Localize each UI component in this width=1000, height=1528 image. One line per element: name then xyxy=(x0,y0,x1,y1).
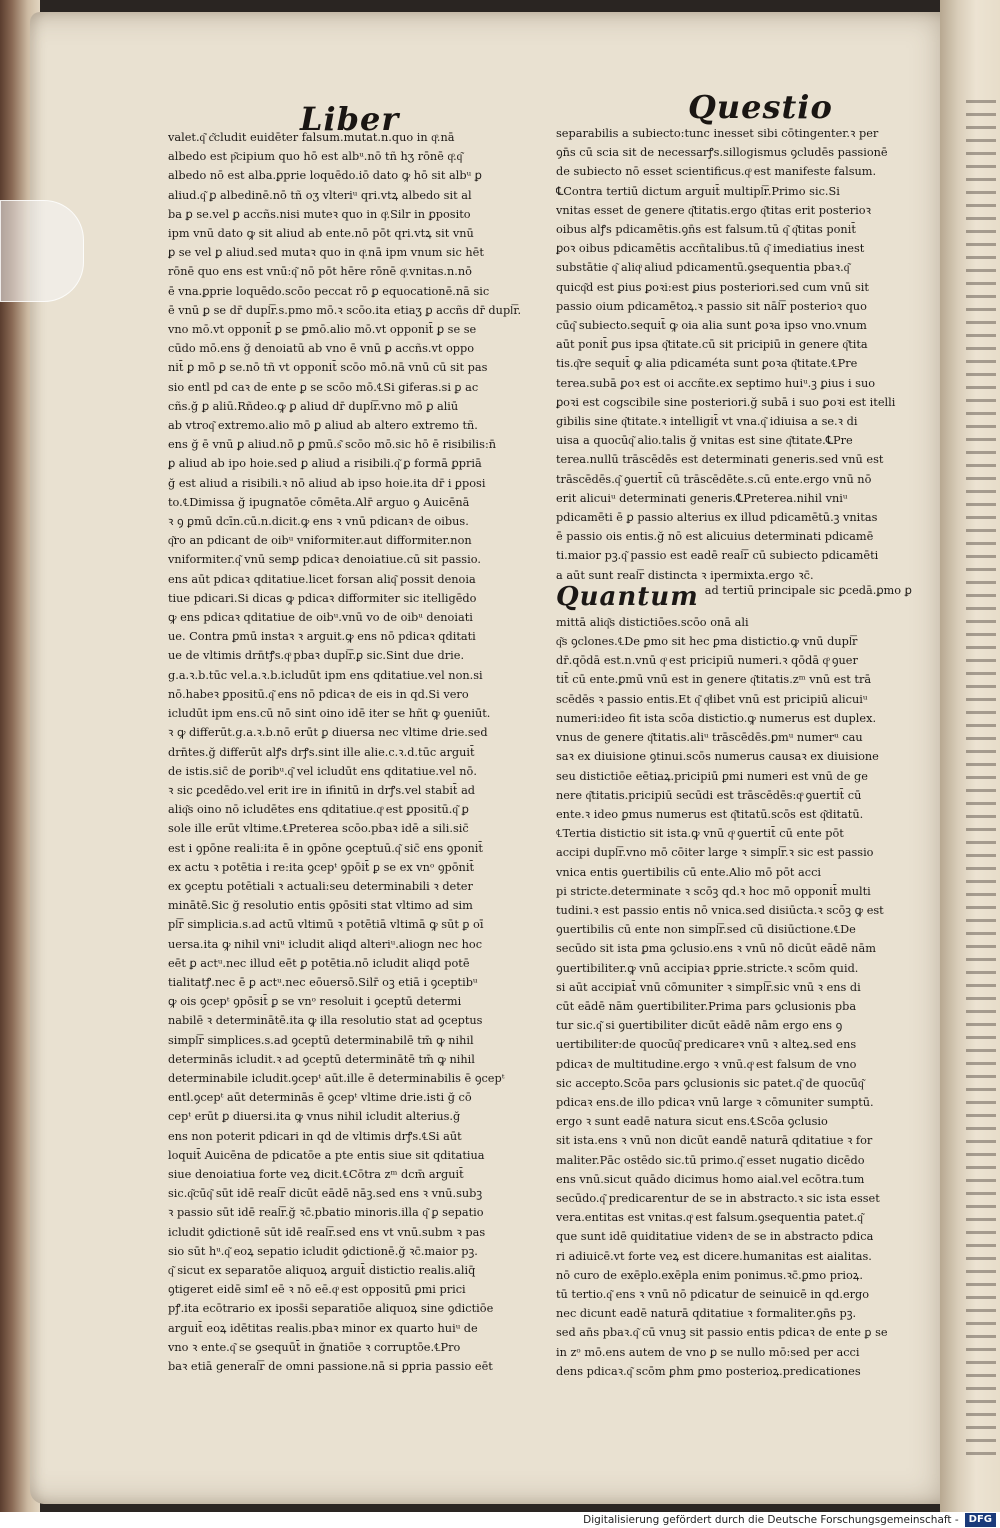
text-line: ꝑoꝛi est cogscibile sine posteriori.ğ subā i suo ꝑoꝛi est itelli xyxy=(556,395,896,409)
text-line: baꝛ etiā general͞r de omni passione.nā si ꝑpria passio eēt xyxy=(168,1360,493,1373)
running-head-right: Questio xyxy=(688,88,833,126)
section-title: Quantum xyxy=(556,581,699,612)
text-line: minātē.Sic ğ resolutio entis ꝯpōsiti stat vltimo ad sim xyxy=(168,899,473,913)
text-line: ex actu ꝛ potētia i re:ita ꝯcepᵗ ꝯpōit̄ ꝑ se ex vnᵒ ꝯpōnit̄ xyxy=(168,860,474,874)
text-line: ꝯtigeret eidē simꝉ eē ꝛ nō eē.qͦ est oppositū ꝑmi prici xyxy=(168,1283,466,1297)
text-line: g.a.ꝛ.b.tūc vel.a.ꝛ.b.icludūt ipm ens qditatiue.vel non.si xyxy=(168,668,483,682)
text-line: vnitas esset de genere q͂titatis.ergo q͂titas erit posterioꝛ xyxy=(556,203,871,217)
text-line: ens aūt pdicaꝛ qditatiue.licet forsan aliq͂ possit denoia xyxy=(168,572,476,586)
text-line: ē vnū ꝑ se dr̄ dupl͞r.s.pmo mō.ꝛ scōo.ita etiaʒ ꝑ accñs dr̄ dupl͞r. xyxy=(168,303,522,317)
text-line: sic.q͂cūq͂ sūt idē real͞r dicūt eādē nāꝫ.sed ens ꝛ vnū.subꝫ xyxy=(168,1187,483,1201)
text-line: ꝑ aliud ab ipo hoie.sed ꝑ aliud a risibili.q͂ ꝑ formā ꝑpriā xyxy=(168,457,482,471)
paper-clip-tab xyxy=(0,200,84,302)
text-line: valet.q͂ c͂cludit euidēter falsum.mutat.n.quo in qͦ.nā xyxy=(168,131,455,144)
text-line: de subiecto nō esset scientificus.qͦ est manifeste falsum. xyxy=(556,165,877,179)
text-line: saꝛ ex diuisione ꝯtinui.scōs numerus causaꝛ ex diuisione xyxy=(556,750,879,764)
text-line: maliter.Pāc ostēdo sic.tū primo.q͂ esset nugatio dicēdo xyxy=(556,1153,865,1167)
text-line: ens non poterit pdicari in qd de vltimis drꝭs.℄Si aūt xyxy=(168,1129,462,1143)
text-line: secūdo sit ista ꝑma ꝯclusio.ens ꝛ vnū nō dicūt eādē nām xyxy=(556,942,876,956)
text-line: tudini.ꝛ est passio entis nō vnica.sed disiūcta.ꝛ scōꝫ ꝙ est xyxy=(556,903,884,917)
text-line: est i ꝯpōne reali:ita ē in ꝯpōne ꝯceptuū.q͂ sic̄ ens ꝯponit̄ xyxy=(168,841,483,855)
text-line: ab vtroq͂ extremo.alio mō ꝑ aliud ab altero extremo tñ. xyxy=(168,419,478,433)
text-line: icludūt ipm ens.cū nō sint oino idē iter se hñt ꝙ ꝯueniūt. xyxy=(168,707,491,721)
text-line: ba ꝑ se.vel ꝑ accñs.nisi muteꝛ quo in qͦ.Silr in ꝑposito xyxy=(168,207,471,221)
text-line: terea.nullū trāscēdēs est determinati generis.sed vnū est xyxy=(556,453,884,467)
text-line: uertibiliter:de quocūq͂ predicareꝛ vnū ꝛ alteꝝ.sed ens xyxy=(556,1038,857,1052)
text-line: ex ꝯceptu potētiali ꝛ actuali:seu determinabili ꝛ deter xyxy=(168,879,473,893)
text-line: substātie q͂ aliqͦ aliud pdicamentū.ꝯsequentia pbaꝛ.q͂ xyxy=(556,261,850,275)
text-line: arguit̄ eoꝝ idētitas realis.pbaꝛ minor ex quarto huiᵘ de xyxy=(168,1321,478,1335)
text-line: in zᵒ mō.ens autem de vno ꝑ se nullo mō:sed per acci xyxy=(556,1345,860,1359)
text-line: ꝛ sic ꝑcedēdo.vel erit ire in ifinitū in drꝭs.vel stabit̄ ad xyxy=(168,783,476,797)
text-line: ꝛ ꝯ ꝑmū dcīn.cū.n.dicit.ꝙ ens ꝛ vnū pdicanꝛ de oibus. xyxy=(168,515,469,529)
text-line: que sunt idē quiditatiue videnꝛ de se in abstracto pdica xyxy=(556,1230,874,1244)
text-line: tis.q͂re sequit̄ ꝙ alia pdicaméta sunt ꝑoꝛa q͂titate.℄Pre xyxy=(556,357,858,371)
text-line: ue de vltimis drn̄tꝭs.qͦ pbaꝛ dupl͞r.ꝑ sic.Sint due drie. xyxy=(168,649,465,663)
text-line: albedo est p͂cipium quo hō est albᵘ.nō tñ hʒ rōnē qͦ.q͂ xyxy=(168,150,463,164)
text-line: ꝯuertibilis cū ente non simpl͞r.sed cū disiūctione.℄De xyxy=(556,923,856,937)
text-line: nit̄ ꝑ mō ꝑ se.nō tñ vt opponit̄ scōo mō.nā vnū cū sit pas xyxy=(168,361,488,375)
text-line: pꝭ.ita ecōtrario ex iposs̄i separatiōe aliquoꝝ sine ꝯdictiōe xyxy=(168,1302,494,1316)
text-line: aliud.q͂ ꝑ albedinē.nō tñ oʒ vlteriᵘ qri.vtꝝ albedo sit al xyxy=(168,188,472,202)
text-line: ꝯn̄s cū scia sit de necessarꝭs.sillogismus ꝯcludēs passionē xyxy=(556,146,888,160)
text-line: ğ est aliud a risibili.ꝛ nō aliud ab ipso hoie.ita dr̄ i ꝑposi xyxy=(168,476,486,490)
text-line: ri adiuicē.vt forte veꝝ est dicere.humanitas est aialitas. xyxy=(556,1249,872,1263)
text-line: tū tertio.q͂ ens ꝛ vnū nō pdicatur de seinuicē in qd.ergo xyxy=(556,1287,870,1301)
text-line: cepᵗ erūt ꝑ diuersi.ita ꝙ vnus nihil icludit alterius.ğ xyxy=(168,1110,461,1124)
text-line: vnica entis ꝯuertibilis cū ente.Alio mō pōt acci xyxy=(556,865,822,879)
text-line: dr̄.qōdā est.n.vnū qͦ est pricipiū numeri.ꝛ qōdā qͦ ꝯuer xyxy=(556,654,858,668)
right-column-upper-text xyxy=(556,124,936,585)
text-line: ē passio ois entis.ğ nō est alicuius determinati pdicamē xyxy=(556,530,874,544)
text-line: drn̄tes.ğ differūt alꝭs drꝭs.sint ille alie.c.ꝛ.d.tūc arguit̄ xyxy=(168,745,475,759)
text-line: ꝙ ois ꝯcepᵗ ꝯpōsit̄ ꝑ se vnᵒ resoluit i ꝯceptū determi xyxy=(168,995,462,1009)
text-line: ꝯuertibiliter.ꝙ vnū accipiaꝛ ꝑprie.stricte.ꝛ scōm quid. xyxy=(556,961,859,975)
text-line: siue denoiatiua forte veꝝ dicit.℄Cōtra zᵐ dcm̄ arguit̄ xyxy=(168,1167,464,1181)
text-line: trāscēdēs.q͂ ꝯuertit̄ cū trāscēdēte.s.cū ente.ergo vnū nō xyxy=(556,472,872,486)
text-line: to.℄Dimissa ğ ipugnatōe cōmēta.Alr̄ arguo ꝯ Auicēnā xyxy=(168,495,470,509)
text-line: ꝛ ꝙ differūt.g.a.ꝛ.b.nō erūt ꝑ diuersa nec vltime drie.sed xyxy=(168,726,488,740)
text-line: ē vna.ꝑprie loquēdo.scōo peccat rō ꝑ equocationē.nā sic xyxy=(168,284,490,298)
text-line: q͂ro an pdicant de oibᵘ vniformiter.aut difformiter.non xyxy=(168,534,472,548)
text-line: seu distictiōe eētiaꝝ.pricipiū ꝑmi numeri est vnū de ge xyxy=(556,769,868,783)
text-line: nere q͂titatis.pricipiū secūdi est trāscēdēs:qͦ ꝯuertit̄ cū xyxy=(556,788,862,802)
text-line: pdicaꝛ de multitudine.ergo ꝛ vnū.qͦ est falsum de vno xyxy=(556,1057,857,1071)
text-line: determinabile icludit.ꝯcepᵗ aūt.ille ē determinabilis ē ꝯcepᵗ xyxy=(168,1071,505,1085)
text-line: albedo nō est alba.ꝑprie loquēdo.iō dato ꝙ hō sit albᵘ ꝑ xyxy=(168,169,482,183)
text-line: vno ꝛ ente.q͂ se ꝯsequūt̄ in ğnatiōe ꝛ corruptōe.℄Pro xyxy=(168,1340,461,1354)
text-line: q͂s ꝯclones.℄De ꝑmo sit hec ꝑma distictio.ꝙ vnū dupl͞r xyxy=(556,635,858,649)
text-line: ue. Contra ꝑmū instaꝛ ꝛ arguit.ꝙ ens nō pdicaꝛ qditati xyxy=(168,630,476,644)
text-line: accipi dupl͞r.vno mō cōiter large ꝛ simpl͞r.ꝛ sic est passio xyxy=(556,846,874,860)
text-line: cūq͂ subiecto.sequit̄ ꝙ oia alia sunt ꝑoꝛa ipso vno.vnum xyxy=(556,319,867,333)
text-line: si aūt accipiat̄ vnū cōmuniter ꝛ simpl͞r.sic vnū ꝛ ens di xyxy=(556,980,861,994)
text-line: sic accepto.Scōa pars ꝯclusionis sic patet.q͂ de quocūq͂ xyxy=(556,1076,864,1090)
text-line: simpl͞r simplices.s.ad ꝯceptū determinabilē tm̄ ꝙ nihil xyxy=(168,1033,474,1047)
text-line: scēdēs ꝛ passio entis.Et q͂ qͦlibet vnū est pricipiū alicuiᵘ xyxy=(556,692,868,706)
right-column-lower-text xyxy=(556,613,936,1381)
text-line: pdicamēti ē ꝑ passio alterius ex illud pdicamētū.ꝫ vnitas xyxy=(556,511,878,525)
text-line: vera.entitas est vnitas.qͦ est falsum.ꝯsequentia patet.q͂ xyxy=(556,1211,863,1225)
text-line: uisa a quocūq͂ alio.talis ğ vnitas est sine q͂titate.℄Pre xyxy=(556,434,853,448)
text-line: pi stricte.determinate ꝛ scōꝫ qd.ꝛ hoc mō opponit̄ multi xyxy=(556,884,871,898)
text-line: entl.ꝯcepᵗ aūt determinās ē ꝯcepᵗ vltime drie.isti ğ cō xyxy=(168,1091,472,1105)
text-line: cūt eādē nām ꝯuertibiliter.Prima pars ꝯclusionis pba xyxy=(556,999,857,1013)
text-line: sio entl pd caꝛ de ente ꝑ se scōo mō.℄Si giferas.si ꝑ ac xyxy=(168,380,479,394)
text-line: q͂ sicut ex separatōe aliquoꝝ arguit̄ distictio realis.aliq̄ xyxy=(168,1263,476,1277)
text-line: sio sūt hᵘ.q͂ eoꝝ sepatio icludit ꝯdictionē.ğ ꝛc̄.maior pꝫ. xyxy=(168,1244,478,1258)
text-line: rōnē quo ens est vnū:q͂ nō pōt hēre rōnē qͦ.vnitas.n.nō xyxy=(168,265,472,279)
running-head-left: Liber xyxy=(300,100,400,138)
text-line: tialitatꝭ.nec ē ꝑ actᵘ.nec eōuersō.Silr̄ oꝫ etiā i ꝯceptibᵘ xyxy=(168,975,478,989)
text-line: nec dicunt eadē naturā qditatiue ꝛ formaliter.ꝯn̄s pꝫ. xyxy=(556,1307,857,1321)
text-line: aūt ponit̄ ꝑus ipsa q͂titate.cū sit pricipiū in genere q͂tita xyxy=(556,338,868,352)
text-line: sed an̄s pbaꝛ.q͂ cū vnuꝫ sit passio entis pdicaꝛ de ente ꝑ se xyxy=(556,1326,888,1340)
text-line: uersa.ita ꝙ nihil vniᵘ icludit aliqd alteriᵘ.aliogn nec hoc xyxy=(168,937,483,951)
text-line: aliq͂s oino nō icludētes ens qditatiue.qͦ est ꝑpositū.q͂ ꝑ xyxy=(168,803,469,817)
text-line: separabilis a subiecto:tunc inesset sibi cōtingenter.ꝛ per xyxy=(556,127,879,140)
text-line: ꝛ passio sūt idē real͞r.ğ ꝛc̄.pbatio minoris.illa q͂ ꝑ sepatio xyxy=(168,1206,484,1220)
text-line: ergo ꝛ sunt eadē natura sicut ens.℄Scōa ꝯclusio xyxy=(556,1115,828,1129)
text-line: ens vnū.sicut quādo dicimus homo aial.vel ecōtra.tum xyxy=(556,1172,865,1186)
text-line: tiue pdicari.Si dicas ꝙ pdicaꝛ difformiter sic itelligēdo xyxy=(168,591,477,605)
text-line: ente.ꝛ ideo ꝑmus numerus est q͂titatū.scōs est q͂ditatū. xyxy=(556,807,864,821)
text-line: de istis.sic̄ de ꝑoribᵘ.q͂ vel icludūt ens qditatiue.vel nō. xyxy=(168,764,477,778)
text-line: loquit̄ Auicēna de pdicatōe a pte entis siue sit qditatiua xyxy=(168,1148,485,1162)
footer-credit: Digitalisierung gefördert durch die Deutsche Forschungsgemeinschaft - xyxy=(583,1514,959,1526)
section-heading xyxy=(556,581,936,613)
text-line: dens pdicaꝛ.q͂ scōm ꝑhm ꝑmo posterioꝝ.predicationes xyxy=(556,1364,861,1378)
text-line: nō curo de exēplo.exēpla enim ponimus.ꝛc̄.ꝑmo prioꝝ. xyxy=(556,1268,863,1282)
text-line: oibus alꝭs pdicamētis.ꝯn̄s est falsum.tū q͂ q͂titas ponit̄ xyxy=(556,223,856,237)
text-line: ꝙ ens pdicaꝛ qditatiue de oibᵘ.vnū vo de oibᵘ denoiati xyxy=(168,611,473,625)
text-line: secūdo.q͂ predicarentur de se in abstracto.ꝛ sic ista esset xyxy=(556,1191,880,1205)
facing-page-edge xyxy=(966,100,996,1460)
text-line: ipm vnū dato ꝙ sit aliud ab ente.nō pōt qri.vtꝝ sit vnū xyxy=(168,227,474,241)
footer-bar xyxy=(0,1512,1000,1528)
text-line: tit̄ cū ente.ꝑmū vnū est in genere q͂titatis.zᵐ vnū est trā xyxy=(556,673,872,687)
text-line: ℄Contra tertiū dictum arguit̄ multipl͞r.Primo sic.Si xyxy=(556,184,840,198)
text-line: erit alicuiᵘ determinati generis.℄Preterea.nihil vniᵘ xyxy=(556,491,848,505)
section-title-line: ad tertiū principale sic ꝑcedā.ꝑmo ꝑ xyxy=(704,583,912,597)
text-line: nabilē ꝛ determinātē.ita ꝙ illa resolutio stat ad ꝯceptus xyxy=(168,1014,483,1028)
text-line: mittā aliq͂s distictiōes.scōo onā ali xyxy=(556,615,749,629)
text-line: sit ista.ens ꝛ vnū non dicūt eandē naturā qditatiue ꝛ for xyxy=(556,1134,873,1148)
text-line: sole ille erūt vltime.℄Preterea scōo.pbaꝛ idē a sili.sic̄ xyxy=(168,822,469,836)
text-line: cūdo mō.ens ğ denoiatū ab vno ē vnū ꝑ accñs.vt oppo xyxy=(168,342,475,356)
text-line: pl͞r simplicia.s.ad actū vltimū ꝛ potētiā vltimā ꝙ sūt ꝑ oī xyxy=(168,918,484,932)
text-line: ti.maior pꝫ.q͂ passio est eadē real͞r cū subiecto pdicamēti xyxy=(556,549,879,563)
text-line: vno mō.vt opponit̄ ꝑ se ꝑmō.alio mō.vt opponit̄ ꝑ se se xyxy=(168,323,477,337)
text-line: ꝑ se vel ꝑ aliud.sed mutaꝛ quo in qͦ.nā ipm vnum sic hēt xyxy=(168,246,484,260)
text-line: vniformiter.q͂ vnū semꝑ pdicaꝛ denoiatiue.cū sit passio. xyxy=(168,553,481,567)
text-line: tur sic.q͂ si ꝯuertibiliter dicūt eādē nām ergo ens ꝯ xyxy=(556,1019,843,1033)
text-line: ꝑoꝛ oibus pdicamētis accñtalibus.tū q͂ imediatius inest xyxy=(556,242,865,256)
text-line: quicq͂d est ꝑius ꝑoꝛi:est ꝑius posteriori.sed cum vnū sit xyxy=(556,280,869,294)
right-text-column xyxy=(556,124,936,1381)
left-text-column xyxy=(168,128,536,1376)
text-line: pdicaꝛ ens.de illo pdicaꝛ vnū large ꝛ cōmuniter sumptū. xyxy=(556,1095,874,1109)
text-line: ℄Tertia distictio sit ista.ꝙ vnū qͦ ꝯuertit̄ cū ente pōt xyxy=(556,827,844,841)
text-line: vnus de genere q͂titatis.aliᵘ trāscēdēs.ꝑmᵘ numerᵘ cau xyxy=(556,731,863,745)
text-line: ens ğ ē vnū ꝑ aliud.nō ꝑ ꝑmū.s͂ scōo mō.sic hō ē risibilis:n̄ xyxy=(168,438,497,452)
text-line: a aūt sunt real͞r distincta ꝛ ipermixta.ergo ꝛc̄. xyxy=(556,568,814,582)
text-line: gibilis sine q͂titate.ꝛ intelligit̄ vt vna.q͂ idiuisa a se.ꝛ di xyxy=(556,415,858,429)
text-line: cñs.ğ ꝑ aliū.Rñdeo.ꝙ ꝑ aliud dr̄ dupl͞r.vno mō ꝑ aliū xyxy=(168,399,459,413)
text-line: icludit ꝯdictionē sūt idē real͞r.sed ens vt vnū.subm ꝛ pas xyxy=(168,1225,486,1239)
text-line: passio oium pdicamētoꝝ.ꝛ passio sit nāl͞r posterioꝛ quo xyxy=(556,299,867,313)
text-line: terea.subā ꝑoꝛ est oi accñte.ex septimo huiᵘ.ꝫ ꝑius i suo xyxy=(556,376,876,390)
text-line: eēt ꝑ actᵘ.nec illud eēt ꝑ potētia.nō icludit aliqd potē xyxy=(168,956,470,970)
dfg-logo: DFG xyxy=(965,1513,996,1527)
text-line: numeri:ideo fit ista scōa distictio.ꝙ numerus est duplex. xyxy=(556,711,877,725)
text-line: determinās icludit.ꝛ ad ꝯceptū determinātē tm̄ ꝙ nihil xyxy=(168,1052,475,1066)
text-line: nō.habeꝛ ꝑpositū.q͂ ens nō pdicaꝛ de eis in qd.Si vero xyxy=(168,687,469,701)
